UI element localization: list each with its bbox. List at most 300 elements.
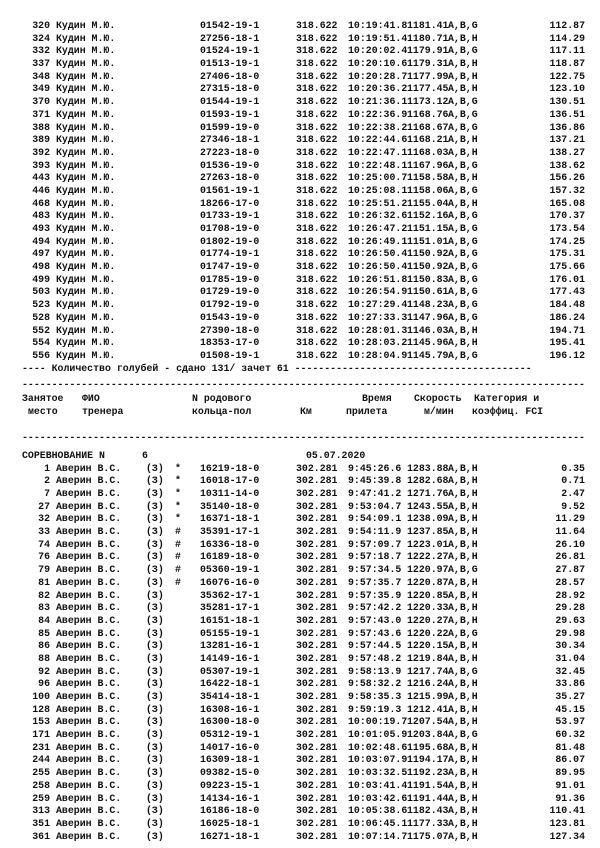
speed-cell: 1194.17 [407,754,449,766]
header-km: Км [300,405,312,417]
category-cell: A,B,H [448,817,478,829]
table-row [22,513,587,526]
coefficient-cell: 29.28 [555,602,585,614]
distance-cell: 302.281 [296,665,338,677]
arrival-time-cell: 10:01:05.9 [348,729,408,741]
trainer-code-cell: (З) [146,729,164,741]
table-row [22,691,587,704]
trainer-code-cell: (З) [146,538,164,550]
category-cell: A,B,G [448,235,478,247]
arrival-time-cell: 10:05:38.6 [348,805,408,817]
separator-line: ----------------------------------------------------------------------------------------------- [22,431,585,443]
trainer-code-cell: (З) [146,792,164,804]
trainer-name-cell: Аверин В.С. [56,767,122,779]
category-cell: A,B,H [448,576,478,588]
arrival-time-cell: 10:00:19.7 [348,716,408,728]
mark-cell: * [175,462,181,474]
category-cell: A,B,H [448,513,478,525]
header-time-line1: Время [362,392,392,404]
speed-cell: 1220.97 [407,564,449,576]
speed-cell: 1220.87 [407,576,449,588]
arrival-time-cell: 10:26:50.4 [348,248,408,260]
distance-cell: 302.281 [296,640,338,652]
ring-number-cell: 18353-17-0 [200,337,260,349]
ring-number-cell: 16186-18-0 [200,805,260,817]
category-cell: A,B,H [448,678,478,690]
place-cell: 523 [32,299,50,311]
distance-cell: 302.281 [296,754,338,766]
trainer-code-cell: (З) [146,614,164,626]
distance-cell: 302.281 [296,500,338,512]
distance-cell: 318.622 [296,311,338,323]
category-cell: A,B,H [448,640,478,652]
coefficient-cell: 156.26 [549,172,585,184]
speed-cell: 1243.55 [407,500,449,512]
place-cell: 393 [32,159,50,171]
ring-number-cell: 01747-19-0 [200,261,260,273]
arrival-time-cell: 9:57:35.9 [348,589,402,601]
distance-cell: 302.281 [296,538,338,550]
arrival-time-cell: 9:57:09.7 [348,538,402,550]
header-place-line1: Занятое [22,392,64,404]
arrival-time-cell: 9:47:41.2 [348,488,402,499]
arrival-time-cell: 9:53:04.7 [348,500,402,512]
trainer-name-cell: Аверин В.С. [56,779,122,791]
category-cell: A,B,H [448,551,478,563]
table-row [22,261,587,274]
category-cell: A,B,G [448,627,478,639]
distance-cell: 318.622 [296,146,338,158]
table-row [22,299,587,312]
trainer-name-cell: Аверин В.С. [56,627,122,639]
trainer-name-cell: Кудин М.Ю. [56,45,116,57]
ring-number-cell: 14134-16-1 [200,792,260,804]
distance-cell: 302.281 [296,716,338,728]
place-cell: 96 [38,678,50,690]
trainer-name-cell: Кудин М.Ю. [56,248,116,260]
ring-number-cell: 27256-18-1 [200,32,260,44]
speed-cell: 1216.24 [407,678,449,690]
coefficient-cell: 117.11 [549,45,585,57]
table-row [22,729,587,742]
ring-number-cell: 01508-19-1 [200,349,260,361]
distance-cell: 302.281 [296,729,338,741]
speed-cell: 1151.15 [407,223,449,234]
table-row [22,286,587,299]
speed-cell: 1271.76 [407,488,449,499]
table-row [22,767,587,780]
speed-cell: 1219.84 [407,652,449,664]
place-cell: 552 [32,324,50,336]
ring-number-cell: 01543-19-0 [200,311,260,323]
table-row [22,666,587,679]
speed-cell: 1282.68 [407,475,449,487]
speed-cell: 1173.12 [407,96,449,108]
table-row [22,475,587,488]
table-row [22,590,587,603]
coefficient-cell: 137.21 [549,134,585,146]
table-row [22,325,587,338]
trainer-name-cell: Аверин В.С. [56,741,122,753]
distance-cell: 318.622 [296,273,338,285]
coefficient-cell: 165.08 [549,197,585,209]
trainer-code-cell: (З) [146,741,164,753]
arrival-time-cell: 10:26:49.1 [348,235,408,247]
distance-cell: 318.622 [296,299,338,311]
trainer-code-cell: (З) [146,652,164,664]
distance-cell: 318.622 [296,235,338,247]
table-row [22,109,587,122]
arrival-time-cell: 9:45:39.8 [348,475,402,487]
place-cell: 528 [32,311,50,323]
coefficient-cell: 9.52 [561,500,585,512]
distance-cell: 302.281 [296,691,338,702]
table-row [22,20,587,33]
ring-number-cell: 13281-16-1 [200,640,260,652]
coefficient-cell: 86.07 [555,754,585,766]
arrival-time-cell: 10:21:36.1 [348,96,408,108]
distance-cell: 302.281 [296,817,338,829]
speed-cell: 1155.04 [407,197,449,209]
trainer-name-cell: Аверин В.С. [56,817,122,829]
coefficient-cell: 177.43 [549,286,585,298]
table-row [22,716,587,729]
distance-cell: 318.622 [296,108,338,120]
speed-cell: 1220.27 [407,614,449,626]
distance-cell: 318.622 [296,184,338,196]
coefficient-cell: 138.27 [549,146,585,158]
arrival-time-cell: 9:54:09.1 [348,513,402,525]
category-cell: A,B,H [448,475,478,487]
category-cell: A,B,H [448,830,478,842]
ring-number-cell: 16309-18-1 [200,754,260,766]
category-cell: A,B,H [448,602,478,614]
distance-cell: 302.281 [296,513,338,525]
results-page [22,20,587,843]
place-cell: 468 [32,197,50,209]
arrival-time-cell: 9:57:34.5 [348,564,402,576]
category-cell: A,B,H [448,500,478,512]
trainer-name-cell: Кудин М.Ю. [56,286,116,298]
place-cell: 497 [32,248,50,260]
trainer-name-cell: Аверин В.С. [56,488,122,499]
arrival-time-cell: 10:25:08.1 [348,184,408,196]
distance-cell: 318.622 [296,20,338,31]
ring-number-cell: 35414-18-1 [200,691,260,702]
distance-cell: 318.622 [296,58,338,70]
trainer-name-cell: Аверин В.С. [56,716,122,728]
category-cell: A,B,G [448,311,478,323]
summary-line: ---- Количество голубей - сдано 131/ зачет 61 ---------------------------------------- [22,362,532,374]
place-cell: 76 [38,551,50,563]
trainer-code-cell: (З) [146,805,164,817]
place-cell: 82 [38,589,50,601]
place-cell: 74 [38,538,50,550]
table-row [22,147,587,160]
place-cell: 371 [32,108,50,120]
header-cat-line2: коэффиц. FCI [472,405,544,417]
mark-cell: * [175,475,181,487]
ring-number-cell: 01544-19-1 [200,96,260,108]
distance-cell: 318.622 [296,45,338,57]
trainer-code-cell: (З) [146,576,164,588]
category-cell: A,B,H [448,779,478,791]
table-row [22,742,587,755]
speed-cell: 1217.74 [407,665,449,677]
trainer-name-cell: Кудин М.Ю. [56,210,116,222]
speed-cell: 1223.01 [407,538,449,550]
place-cell: 258 [32,779,50,791]
speed-cell: 1179.91 [407,45,449,57]
distance-cell: 302.281 [296,779,338,791]
arrival-time-cell: 10:22:36.9 [348,108,408,120]
coefficient-cell: 175.31 [549,248,585,260]
arrival-time-cell: 10:22:48.1 [348,159,408,171]
header-cat-line1: Категория и [474,392,540,404]
category-cell: A,B,G [448,286,478,298]
ring-number-cell: 16300-18-0 [200,716,260,728]
place-cell: 128 [32,703,50,715]
trainer-name-cell: Кудин М.Ю. [56,83,116,95]
trainer-name-cell: Аверин В.С. [56,526,122,538]
arrival-time-cell: 10:03:41.4 [348,779,408,791]
trainer-name-cell: Аверин В.С. [56,564,122,576]
distance-cell: 318.622 [296,134,338,146]
arrival-time-cell: 10:28:03.2 [348,337,408,349]
table-row [22,615,587,628]
table-row [22,122,587,135]
ring-number-cell: 01524-19-1 [200,45,260,57]
arrival-time-cell: 10:02:48.6 [348,741,408,753]
category-cell: A,B,H [448,462,478,474]
trainer-code-cell: (З) [146,691,164,702]
arrival-time-cell: 10:26:50.4 [348,261,408,273]
place-cell: 92 [38,665,50,677]
place-cell: 370 [32,96,50,108]
category-cell: A,B,G [448,184,478,196]
category-cell: A,B,G [448,210,478,222]
trainer-name-cell: Кудин М.Ю. [56,159,116,171]
speed-cell: 1177.33 [407,817,449,829]
speed-cell: 1195.68 [407,741,449,753]
trainer-name-cell: Кудин М.Ю. [56,235,116,247]
coefficient-cell: 130.51 [549,96,585,108]
distance-cell: 302.281 [296,576,338,588]
arrival-time-cell: 10:03:42.6 [348,792,408,804]
trainer-code-cell: (З) [146,564,164,576]
place-cell: 83 [38,602,50,614]
speed-cell: 1220.85 [407,589,449,601]
trainer-name-cell: Аверин В.С. [56,602,122,614]
speed-cell: 1148.23 [407,299,449,311]
arrival-time-cell: 10:20:02.4 [348,45,408,57]
arrival-time-cell: 10:26:54.9 [348,286,408,298]
table-row [22,628,587,641]
coefficient-cell: 0.35 [561,462,585,474]
coefficient-cell: 89.95 [555,767,585,779]
ring-number-cell: 16025-18-1 [200,817,260,829]
category-cell: A,B,G [448,665,478,677]
coefficient-cell: 32.45 [555,665,585,677]
speed-cell: 1146.03 [407,324,449,336]
ring-number-cell: 16219-18-0 [200,462,260,474]
speed-cell: 1150.61 [407,286,449,298]
trainer-name-cell: Кудин М.Ю. [56,197,116,209]
trainer-name-cell: Аверин В.С. [56,513,122,525]
place-cell: 32 [38,513,50,525]
table-row [22,185,587,198]
table-row [22,223,587,236]
ring-number-cell: 09382-15-0 [200,767,260,779]
trainer-code-cell: (З) [146,678,164,690]
place-cell: 88 [38,652,50,664]
place-cell: 499 [32,273,50,285]
mark-cell: * [175,513,181,525]
arrival-time-cell: 10:20:28.7 [348,70,408,82]
distance-cell: 302.281 [296,627,338,639]
place-cell: 84 [38,614,50,626]
trainer-name-cell: Аверин В.С. [56,691,122,702]
header-fio-line1: ФИО [82,392,100,404]
speed-cell: 1238.09 [407,513,449,525]
speed-cell: 1192.23 [407,767,449,779]
table-header [22,392,587,432]
speed-cell: 1222.27 [407,551,449,563]
ring-number-cell: 27390-18-0 [200,324,260,336]
distance-cell: 302.281 [296,614,338,626]
place-cell: 33 [38,526,50,538]
distance-cell: 302.281 [296,678,338,690]
mark-cell: # [175,551,181,563]
trainer-code-cell: (З) [146,767,164,779]
category-cell: A,B,H [448,32,478,44]
ring-number-cell: 14017-16-0 [200,741,260,753]
trainer-name-cell: Аверин В.С. [56,652,122,664]
table-row [22,539,587,552]
place-cell: 493 [32,223,50,234]
trainer-name-cell: Аверин В.С. [56,538,122,550]
arrival-time-cell: 9:57:42.2 [348,602,402,614]
place-cell: 100 [32,691,50,702]
trainer-code-cell: (З) [146,830,164,842]
speed-cell: 1147.96 [407,311,449,323]
coefficient-cell: 53.97 [555,716,585,728]
header-ring-line1: N родового [192,392,252,404]
coefficient-cell: 176.01 [549,273,585,285]
distance-cell: 318.622 [296,197,338,209]
trainer-name-cell: Кудин М.Ю. [56,134,116,146]
place-cell: 351 [32,817,50,829]
speed-cell: 1207.54 [407,716,449,728]
speed-cell: 1151.01 [407,235,449,247]
contest-number: 6 [142,449,148,461]
trainer-name-cell: Кудин М.Ю. [56,184,116,196]
trainer-name-cell: Аверин В.С. [56,729,122,741]
speed-cell: 1177.99 [407,70,449,82]
speed-cell: 1215.99 [407,691,449,702]
arrival-time-cell: 10:22:47.1 [348,146,408,158]
ring-number-cell: 16308-16-1 [200,703,260,715]
table-row [22,754,587,767]
trainer-name-cell: Кудин М.Ю. [56,121,116,133]
table-row [22,33,587,46]
distance-cell: 318.622 [296,349,338,361]
place-cell: 320 [32,20,50,31]
distance-cell: 302.281 [296,767,338,779]
coefficient-cell: 114.29 [549,32,585,44]
category-cell: A,B,G [448,564,478,576]
category-cell: A,B,H [448,197,478,209]
arrival-time-cell: 9:54:11.9 [348,526,402,538]
coefficient-cell: 91.01 [555,779,585,791]
arrival-time-cell: 10:28:01.3 [348,324,408,336]
speed-cell: 1168.67 [407,121,449,133]
category-cell: A,B,H [448,805,478,817]
trainer-name-cell: Аверин В.С. [56,678,122,690]
coefficient-cell: 29.98 [555,627,585,639]
category-cell: A,B,H [448,70,478,82]
arrival-time-cell: 9:57:48.2 [348,652,402,664]
category-cell: A,B,H [448,324,478,336]
table-row [22,793,587,806]
trainer-name-cell: Аверин В.С. [56,462,122,474]
trainer-name-cell: Кудин М.Ю. [56,273,116,285]
coefficient-cell: 136.86 [549,121,585,133]
speed-cell: 1220.15 [407,640,449,652]
distance-cell: 302.281 [296,703,338,715]
coefficient-cell: 31.04 [555,652,585,664]
table-row [22,463,587,476]
table-row [22,210,587,223]
place-cell: 244 [32,754,50,766]
category-cell: A,B,H [448,767,478,779]
distance-cell: 302.281 [296,652,338,664]
category-cell: A,B,H [448,614,478,626]
trainer-code-cell: (З) [146,462,164,474]
speed-cell: 1237.85 [407,526,449,538]
trainer-code-cell: (З) [146,817,164,829]
speed-cell: 1175.07 [407,830,449,842]
category-cell: A,B,G [448,729,478,741]
place-cell: 255 [32,767,50,779]
place-cell: 483 [32,210,50,222]
category-cell: A,B,G [448,299,478,311]
place-cell: 7 [44,488,50,499]
category-cell: A,B,G [448,121,478,133]
category-cell: A,B,G [448,159,478,171]
table-row [22,602,587,615]
distance-cell: 318.622 [296,261,338,273]
ring-number-cell: 27346-18-1 [200,134,260,146]
table-row [22,274,587,287]
trainer-code-cell: (З) [146,703,164,715]
ring-number-cell: 01599-19-0 [200,121,260,133]
arrival-time-cell: 10:26:51.8 [348,273,408,285]
distance-cell: 318.622 [296,159,338,171]
category-cell: A,B,G [448,273,478,285]
distance-cell: 302.281 [296,589,338,601]
contest-date: 05.07.2020 [306,449,366,461]
speed-cell: 1145.96 [407,337,449,349]
speed-cell: 1182.43 [407,805,449,817]
distance-cell: 318.622 [296,96,338,108]
trainer-name-cell: Аверин В.С. [56,665,122,677]
trainer-name-cell: Кудин М.Ю. [56,223,116,234]
distance-cell: 318.622 [296,337,338,349]
speed-cell: 1158.06 [407,184,449,196]
category-cell: A,B,H [448,146,478,158]
ring-number-cell: 16422-18-1 [200,678,260,690]
